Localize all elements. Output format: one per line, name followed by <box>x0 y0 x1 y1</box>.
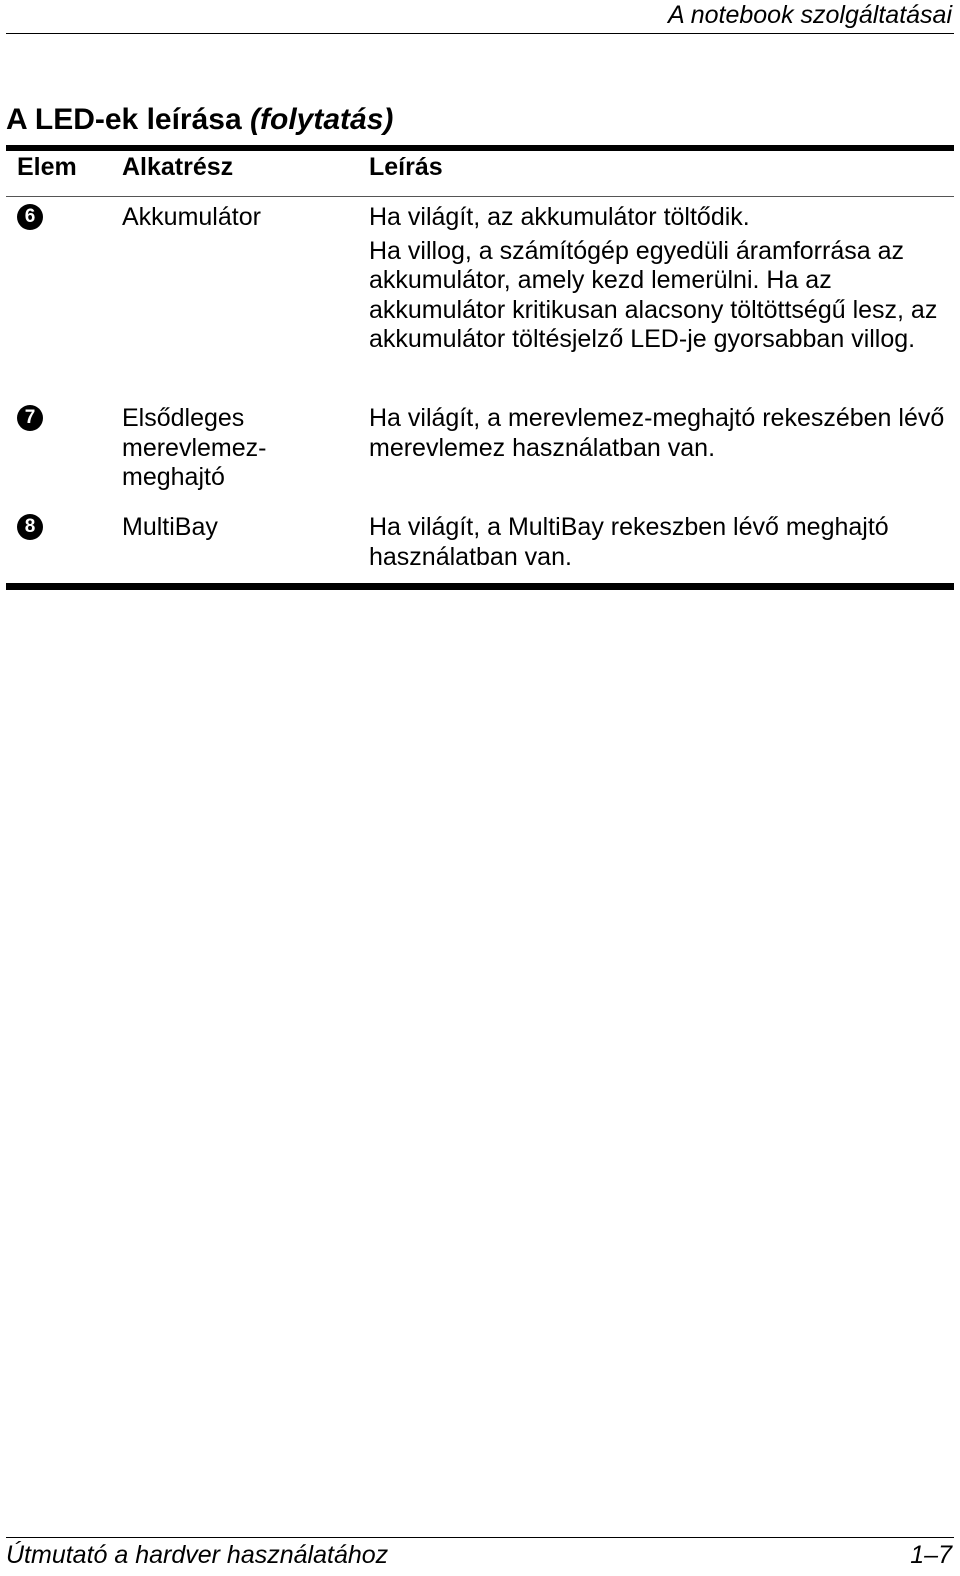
column-header-item: Elem <box>17 153 77 181</box>
footer-page-number: 1–7 <box>910 1541 952 1569</box>
description-paragraph: Ha világít, a MultiBay rekeszben lévő meghajtó használatban van. <box>369 513 889 571</box>
callout-6-icon: 6 <box>17 204 43 230</box>
part-cell: Elsődleges merevlemez-meghajtó <box>122 404 267 491</box>
description-cell <box>369 513 949 572</box>
running-header: A notebook szolgáltatásai <box>668 1 952 29</box>
section-title-main: A LED-ek leírása <box>6 103 242 136</box>
header-rule <box>6 33 954 34</box>
footer-book-title: Útmutató a hardver használatához <box>6 1541 389 1569</box>
column-header-part: Alkatrész <box>122 153 234 181</box>
callout-7-icon: 7 <box>17 405 43 431</box>
description-cell <box>369 203 949 355</box>
table-bottom-rule <box>6 583 954 590</box>
part-cell: MultiBay <box>122 513 218 541</box>
description-paragraph: Ha villog, a számítógép egyedüli áramforrása az akkumulátor, amely kezd lemerülni. Ha az akkumulátor kritikusan alacsony töltöttségű lesz, az akkumulátor töltésjelző LED-je gyorsabban villog. <box>369 236 938 353</box>
table-top-rule <box>6 145 954 151</box>
description-cell <box>369 404 949 463</box>
item-number-cell <box>17 203 43 233</box>
section-title <box>6 102 393 138</box>
description-paragraph: Ha világít, az akkumulátor töltődik. <box>369 203 750 231</box>
callout-8-icon: 8 <box>17 514 43 540</box>
footer-rule <box>6 1537 954 1538</box>
section-title-continued: (folytatás) <box>250 103 394 136</box>
column-header-rule <box>6 196 954 197</box>
item-number-cell <box>17 513 43 543</box>
part-cell: Akkumulátor <box>122 203 261 231</box>
description-paragraph: Ha világít, a merevlemez-meghajtó rekeszében lévő merevlemez használatban van. <box>369 404 945 462</box>
column-header-description: Leírás <box>369 153 443 181</box>
item-number-cell <box>17 404 43 434</box>
